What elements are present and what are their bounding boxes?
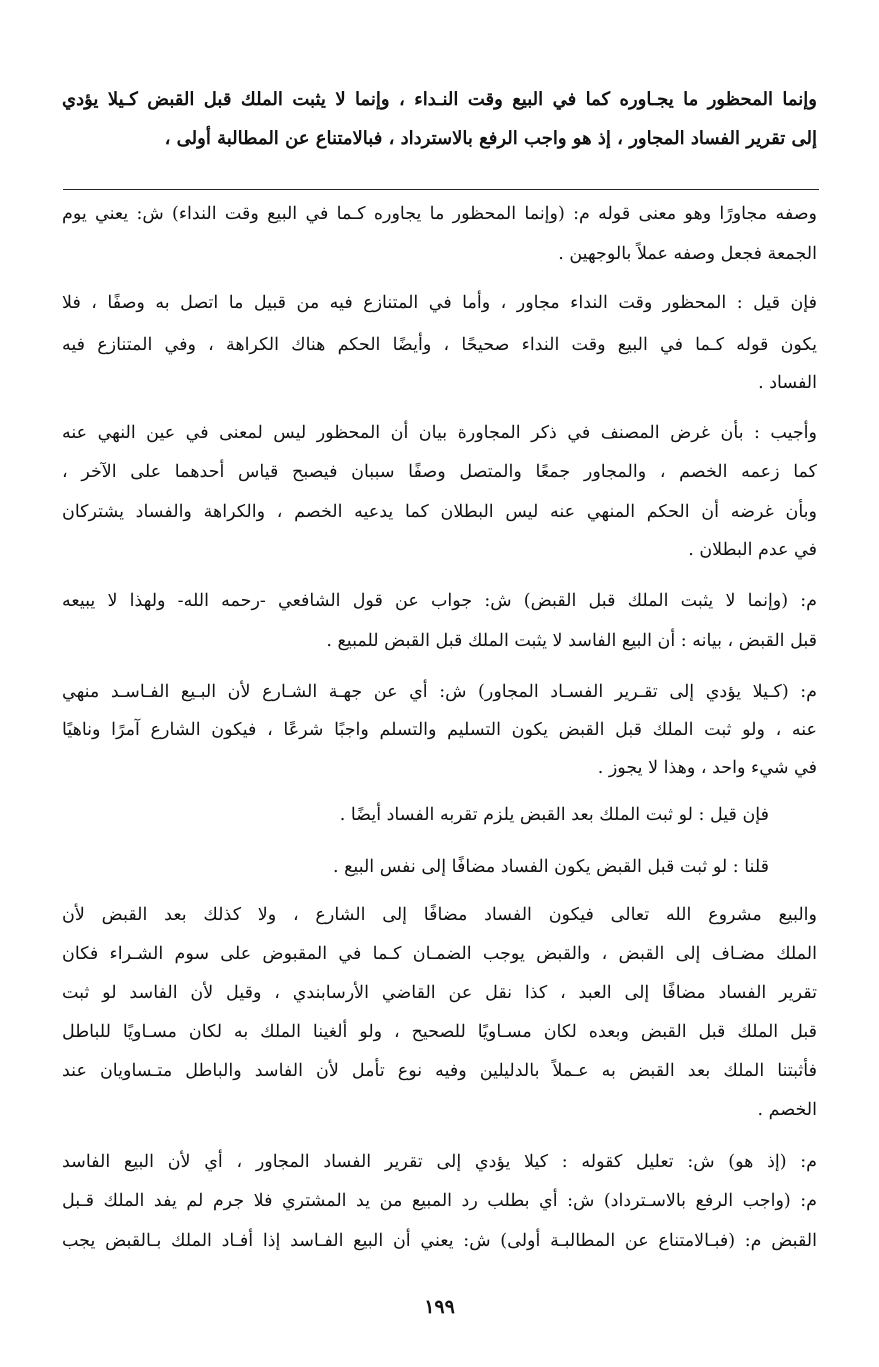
commentary-line: فإن قيل : المحظور وقت النداء مجاور ، وأما في المتنازع فيه من قبيل ما اتصل به وصفًا ، فلا: [62, 293, 817, 313]
commentary-line: قبل الملك قبل القبض وبعده لكان مسـاويًا للصحيح ، ولو ألغينا الملك به لكان مسـاويًا للباطل: [62, 1022, 817, 1042]
commentary-line: فأثبتنا الملك بعد القبض به عـملاً بالدليلين وفيه نوع تأمل لأن الفاسد والباطل متـساويان عند: [62, 1061, 817, 1081]
commentary-line: القبض م: (فبـالامتناع عن المطالبـة أولى) ش: يعني أن البيع الفـاسد إذا أفـاد الملك بـالقبض يجب: [62, 1231, 817, 1251]
main-text-line: إلى تقرير الفساد المجاور ، إذ هو واجب الرفع بالاسترداد ، فبالامتناع عن المطالبة أولى ،: [164, 128, 817, 149]
commentary-line: قلنا : لو ثبت قبل القبض يكون الفساد مضافًا إلى نفس البيع .: [332, 857, 769, 877]
separator-rule: [63, 189, 819, 190]
commentary-line: في عدم البطلان .: [688, 540, 817, 560]
commentary-line: كما زعمه الخصم ، والمجاور جمعًا والمتصل وصفًا سببان فيصبح قياس أحدهما على الآخر ،: [62, 462, 817, 482]
commentary-line: م: (كـيلا يؤدي إلى تقـرير الفسـاد المجاور) ش: أي عن جهـة الشـارع لأن البـيع الفـاسـد منهي: [62, 682, 817, 702]
page-number: ١٩٩: [424, 1296, 455, 1318]
commentary-line: والبيع مشروع الله تعالى فيكون الفساد مضافًا إلى الشارع ، ولا كذلك بعد القبض لأن: [62, 905, 817, 925]
commentary-line: الملك مضـاف إلى القبض ، والقبض يوجب الضمـان كـما في المقبوض على سوم الشـراء فكان: [62, 944, 817, 964]
commentary-line: يكون قوله كـما في البيع وقت النداء صحيحًا ، وأيضًا الحكم هناك الكراهة ، وفي المتنازع فيه: [62, 335, 817, 355]
commentary-line: الجمعة فجعل وصفه عملاً بالوجهين .: [558, 244, 817, 264]
commentary-line: فإن قيل : لو ثبت الملك بعد القبض يلزم تقربه الفساد أيضًا .: [339, 805, 769, 825]
commentary-line: في شيء واحد ، وهذا لا يجوز .: [597, 758, 817, 778]
commentary-line: م: (وإنما لا يثبت الملك قبل القبض) ش: جواب عن قول الشافعي -رحمه الله- ولهذا لا يبيعه: [62, 591, 817, 611]
commentary-line: تقرير الفساد مضافًا إلى العبد ، كذا نقل عن القاضي الأرسابندي ، وقيل لأن الفاسد لو ثبت: [62, 983, 817, 1003]
commentary-line: عنه ، ولو ثبت الملك قبل القبض يكون التسليم والتسلم واجبًا شرعًا ، فيكون الشارع آمرًا وناهيًا: [62, 720, 817, 740]
commentary-line: الفساد .: [758, 373, 817, 393]
commentary-line: قبل القبض ، بيانه : أن البيع الفاسد لا يثبت الملك قبل القبض للمبيع .: [326, 631, 817, 651]
main-text-line: وإنما المحظور ما يجـاوره كما في البيع وقت النـداء ، وإنما لا يثبت الملك قبل القبض كـيلا يؤدي: [62, 89, 817, 110]
commentary-line: م: (إذ هو) ش: تعليل كقوله : كيلا يؤدي إلى تقرير الفساد المجاور ، أي لأن البيع الفاسد: [62, 1152, 817, 1172]
commentary-line: وأجيب : بأن غرض المصنف في ذكر المجاورة بيان أن المحظور ليس لمعنى في عين النهي عنه: [62, 423, 817, 443]
commentary-line: وبأن غرضه أن الحكم المنهي عنه ليس البطلان كما يدعيه الخصم ، والكراهة والفساد يشتركان: [62, 502, 817, 522]
commentary-line: الخصم .: [757, 1100, 817, 1120]
commentary-line: وصفه مجاورًا وهو معنى قوله م: (وإنما المحظور ما يجاوره كـما في البيع وقت النداء) ش: يعني يوم: [62, 204, 817, 224]
commentary-line: م: (واجب الرفع بالاسـترداد) ش: أي بطلب رد المبيع من يد المشتري فلا جرم لم يفد الملك قـبل: [62, 1191, 817, 1211]
